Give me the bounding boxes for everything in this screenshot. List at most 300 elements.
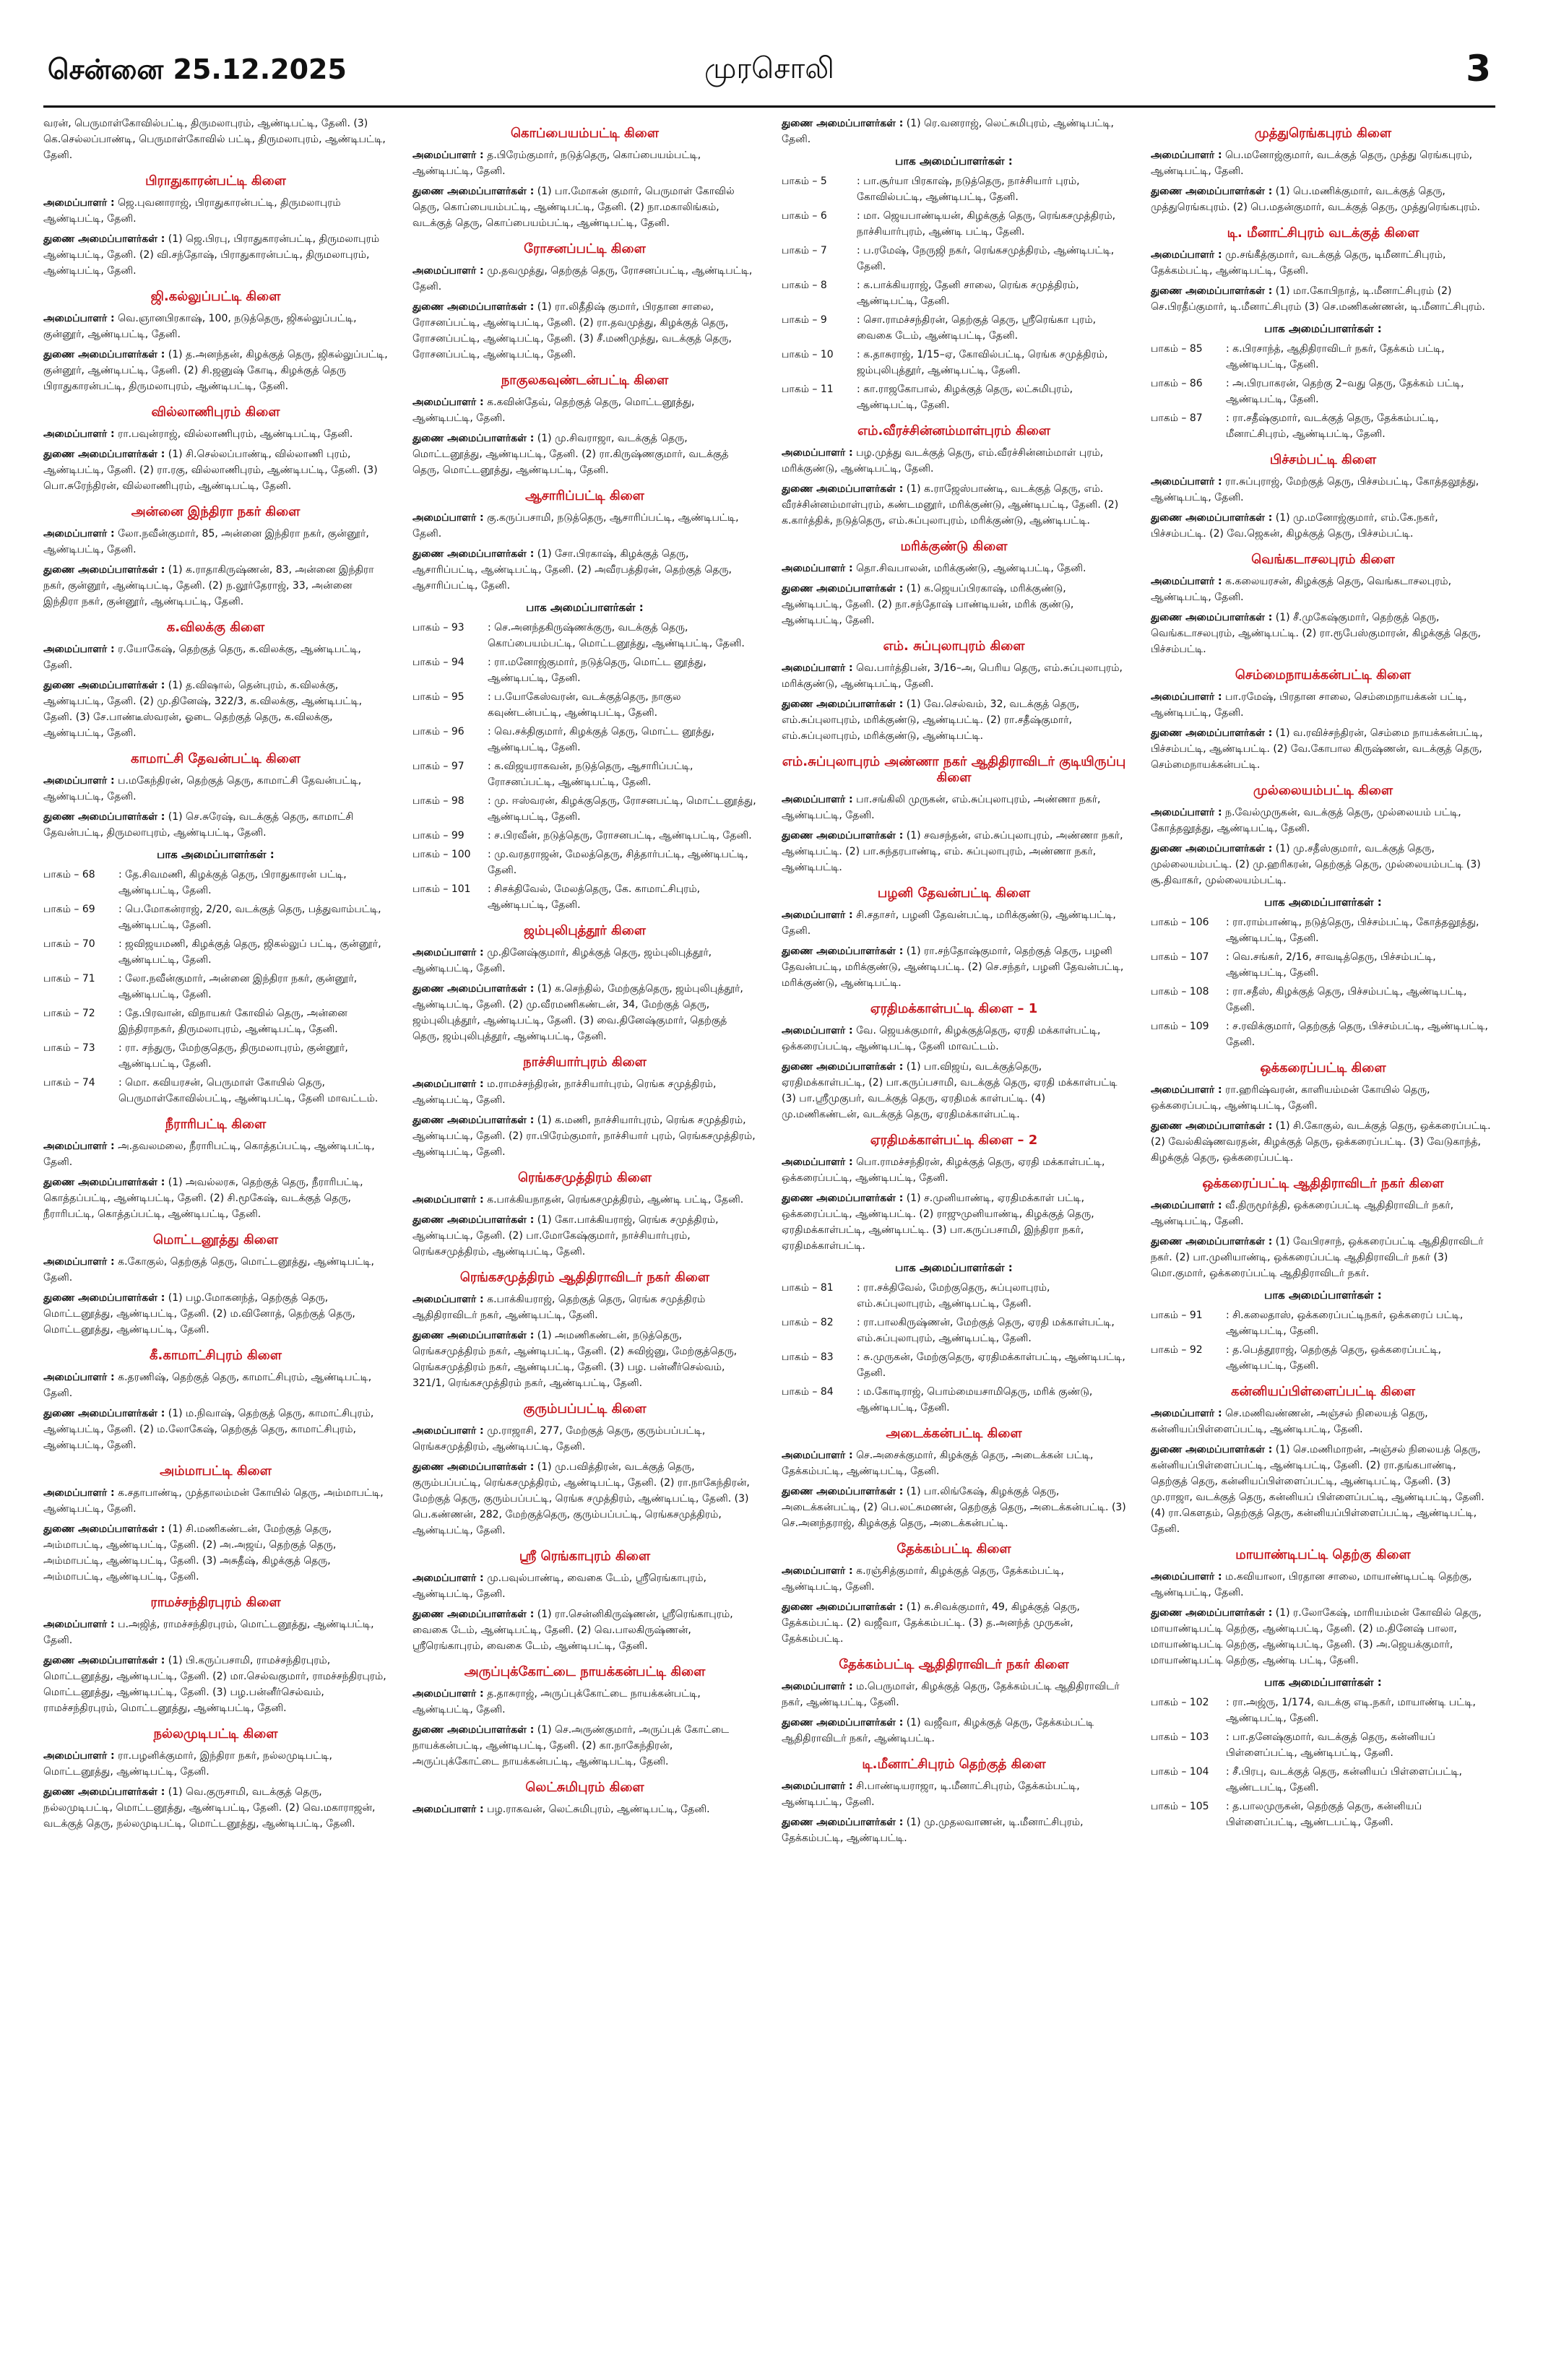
organizer-text: ம.ராமச்சந்திரன், நாச்சியார்புரம், ரெங்க சமுத்திரம், ஆண்டிபட்டி, தேனி.	[412, 1078, 717, 1106]
booth-detail: : கா.ராஜகோபால், கிழக்குத் தெரு, லட்சுமிபுரம், ஆண்டிபட்டி, தேனி.	[857, 384, 1073, 411]
deputy-label: துணை அமைப்பாளர்கள் :	[782, 1061, 904, 1073]
branch-section	[782, 886, 1126, 991]
organizer-entry	[782, 445, 1126, 477]
branch-heading: க.விலக்கு கிளை	[166, 620, 265, 635]
booth-row	[782, 173, 1126, 205]
branch-section	[43, 504, 388, 610]
deputy-entry	[412, 1212, 757, 1260]
branch-section	[782, 1657, 1126, 1747]
organizer-entry	[1151, 1082, 1495, 1114]
booth-number: பாகம் – 97	[412, 761, 464, 772]
branch-heading: ராமச்சந்திரபுரம் கிளை	[150, 1595, 281, 1610]
organizer-entry	[782, 1154, 1126, 1186]
deputy-label: துணை அமைப்பாளர்கள் :	[43, 1292, 165, 1304]
booth-row	[1151, 341, 1495, 373]
branch-heading: காமாட்சி தேவன்பட்டி கிளை	[130, 751, 301, 766]
deputy-label: துணை அமைப்பாளர்கள் :	[43, 811, 165, 823]
column-4	[1151, 116, 1495, 2369]
deputy-text: (1) த.விஷால், தென்புரம், க.விலக்கு, ஆண்டிபட்டி, தேனி. (2) மு.தினேஷ், 322/3, க.விலக்கு, ஆண்டிபட்டி, தேனி. (3) சே.பாண்டீஸ்வரன், ஓடை தெற்குத் தெரு, க.விலக்கு, ஆண்டிபட்டி, தேனி.	[43, 680, 363, 739]
branch-heading: ரெங்கசமுத்திரம் கிளை	[517, 1170, 652, 1185]
organizer-label: அமைப்பாளர் :	[782, 662, 853, 674]
deputy-label: துணை அமைப்பாளர்கள் :	[43, 1177, 165, 1188]
deputy-entry	[782, 481, 1126, 529]
deputy-text: (1) மு.சிவராஜா, வடக்குத் தெரு, மொட்டனூத்து, ஆண்டிபட்டி, தேனி. (2) ரா.கிருஷ்ணகுமார், வடக்குத் தெரு, மொட்டனூத்து, ஆண்டிபட்டி, தேனி.	[412, 433, 729, 476]
booth-heading: பாக அமைப்பாளர்கள் :	[1264, 322, 1382, 335]
booth-row	[782, 347, 1126, 378]
branch-heading: டி. மீனாட்சிபுரம் வடக்குத் கிளை	[1227, 225, 1419, 241]
organizer-entry	[412, 1076, 757, 1108]
deputy-text: (1) ர.லோகேஷ், மாரியம்மன் கோவில் தெரு, மாயாண்டிபட்டி தெற்கு, ஆண்டிபட்டி, தேனி. (2) ம.தினேஷ் பாலா, மாயாண்டிபட்டி தெற்கு, ஆண்டிபட்டி, தேனி. (3) அ.ஜெயக்குமார், மாயாண்டிபட்டி தெற்கு, ஆண்டி பட்டி, தேனி.	[1151, 1607, 1482, 1666]
organizer-label: அமைப்பாளர் :	[1151, 1408, 1222, 1419]
branch-section	[782, 639, 1126, 744]
organizer-text: பழ.முத்து வடக்குத் தெரு, எம்.வீரச்சின்னம்மாள் புரம், மரிக்குண்டு, ஆண்டிபட்டி, தேனி.	[782, 447, 1104, 475]
booth-heading: பாக அமைப்பாளர்கள் :	[157, 848, 275, 861]
deputy-text: (1) செ.மணிமாறன், அஞ்சல் நிலையத் தெரு, கன்னியப்பிள்ளைப்பட்டி, ஆண்டிபட்டி, தேனி. (2) ரா.தங்கபாண்டி, தெற்குத் தெரு, கன்னியப்பிள்ளைப்பட்டி, ஆண்டிபட்டி, தேனி. (3) மு.ராஜா, வடக்குத் தெரு, கன்னியப் பிள்ளைப்பட்டி, ஆண்டிபட்டி, தேனி. (4) ரா.கௌதம், தெற்குத் தெரு, கன்னியப்பிள்ளைப்பட்டி, ஆண்டிபட்டி, தேனி.	[1151, 1444, 1484, 1535]
branch-heading: வில்லாணிபுரம் கிளை	[151, 404, 280, 420]
branch-heading: வெங்கடாசலபுரம் கிளை	[1251, 552, 1395, 567]
organizer-entry	[43, 1138, 388, 1170]
branch-heading: தேக்கம்பட்டி கிளை	[896, 1541, 1011, 1557]
booth-detail: : த.பெத்தூராஜ், தெற்குத் தெரு, ஒக்கரைப்பட்டி, ஆண்டிபட்டி, தேனி.	[1226, 1344, 1442, 1372]
organizer-entry	[1151, 247, 1495, 279]
branch-heading: ஆசாரிப்பட்டி கிளை	[525, 488, 644, 503]
edition-date: சென்னை 25.12.2025	[48, 53, 347, 85]
deputy-text: (1) மு.மனோஜ்குமார், எம்.கே.நகர், பிச்சம்பட்டி. (2) வே.ஜெகன், கிழக்குத் தெரு, பிச்சம்பட்டி.	[1151, 512, 1438, 540]
booth-number: பாகம் – 73	[43, 1042, 95, 1054]
booth-row	[1151, 949, 1495, 981]
branch-heading: நாகுலகவுண்டன்பட்டி கிளை	[501, 373, 669, 388]
deputy-entry	[43, 231, 388, 279]
deputy-entry	[1151, 1118, 1495, 1166]
organizer-text: க.கலையரசன், கிழக்குத் தெரு, வெங்கடாசலபுரம், ஆண்டிபட்டி, தேனி.	[1151, 576, 1452, 603]
branch-section	[1151, 1176, 1495, 1374]
deputy-text: (1) க.ராதாகிருஷ்ணன், 83, அன்னை இந்திரா நகர், குன்னூர், ஆண்டிபட்டி, தேனி. (2) ந.லூர்தேராஜ், 33, அன்னை இந்திரா நகர், குன்னூர், ஆண்டிபட்டி, தேனி.	[43, 564, 374, 607]
branch-section	[43, 1348, 388, 1453]
deputy-label: துணை அமைப்பாளர்கள் :	[43, 1523, 165, 1535]
booth-row	[412, 881, 757, 913]
deputy-text: (1) வ.ரவிச்சந்திரன், செம்மை நாயக்கன்பட்டி, பிச்சம்பட்டி, ஆண்டிபட்டி. (2) வே.கோபால கிருஷ்ணன், வடக்குத் தெரு, செம்மைநாயக்கன்பட்டி.	[1151, 727, 1483, 771]
organizer-text: ம.பெருமாள், கிழக்குத் தெரு, தேக்கம்பட்டி ஆதிதிராவிடர் நகர், ஆண்டிபட்டி, தேனி.	[782, 1681, 1120, 1708]
page-header	[43, 0, 1495, 108]
organizer-entry	[782, 660, 1126, 692]
organizer-entry	[412, 1801, 757, 1817]
deputy-text: (1) பா.மோகன் குமார், பெருமாள் கோவில் தெரு, கொப்பையம்பட்டி, ஆண்டிபட்டி, தேனி. (2) நா.மகாலிங்கம், வடக்குத் தெரு, கொப்பையம்பட்டி, ஆண்டிபட்டி, தேனி.	[412, 186, 735, 229]
branch-heading: அம்மாபட்டி கிளை	[160, 1463, 272, 1479]
branch-section	[782, 116, 1126, 413]
deputy-text: (1) சி.கோகுல், வடக்குத் தெரு, ஒக்கரைப்பட்டி. (2) வேல்கிஷ்ணவரதன், கிழக்குத் தெரு, ஒக்கரைப்பட்டி. (3) வேடுகாந்த், கிழக்குத் தெரு, ஒக்கரைப்பட்டி.	[1151, 1120, 1491, 1164]
deputy-entry	[43, 562, 388, 610]
organizer-entry	[43, 1485, 388, 1517]
organizer-label: அமைப்பாளர் :	[782, 1450, 853, 1461]
branch-section	[43, 1726, 388, 1832]
organizer-label: அமைப்பாளர் :	[412, 150, 484, 161]
organizer-label: அமைப்பாளர் :	[1151, 150, 1222, 161]
booth-number: பாகம் – 108	[1151, 986, 1209, 998]
booth-row	[1151, 410, 1495, 442]
booth-detail: : க.பாக்கியராஜ், தேனி சாலை, ரெங்க சமுத்திரம், ஆண்டிபட்டி, தேனி.	[857, 280, 1079, 307]
organizer-text: ந.வேல்முருகன், வடக்குத் தெரு, முல்லையம் பட்டி, கோத்தலூத்து, ஆண்டிபட்டி, தேனி.	[1151, 807, 1461, 834]
branch-heading: ஏரதிமக்காள்பட்டி கிளை – 1	[870, 1001, 1038, 1016]
branch-section	[1151, 1060, 1495, 1166]
deputy-text: (1) சவசந்தன், எம்.சுப்புலாபுரம், அண்ணா நகர், ஆண்டிபட்டி. (2) பா.சுந்தரபாண்டி, எம். சுப்புலாபுரம், அண்ணா நகர், ஆண்டிபட்டி.	[782, 830, 1123, 873]
organizer-entry	[1151, 1198, 1495, 1229]
organizer-text: அ.தவலமலை, நீராரிபட்டி, கொத்தப்பட்டி, ஆண்டிபட்டி, தேனி.	[43, 1141, 375, 1168]
deputy-text: (1) ச.முனியாண்டி, ஏரதிமக்காள் பட்டி, ஒக்கரைப்பட்டி, ஆண்டிபட்டி. (2) ராஜுமுனியாண்டி, கிழக்குத் தெரு, ஏரதிமக்காள்பட்டி, ஆண்டிபட்டி. (3) பா.கருப்பசாமி, இந்திரா நகர், ஏரதிமக்காள்பட்டி.	[782, 1193, 1094, 1252]
booth-row	[782, 243, 1126, 274]
deputy-label: துணை அமைப்பாளர்கள் :	[1151, 1236, 1273, 1247]
booth-row	[43, 971, 388, 1003]
branch-section	[782, 1757, 1126, 1846]
booth-number: பாகம் – 100	[412, 849, 471, 860]
branch-heading: செம்மைநாயக்கன்பட்டி கிளை	[1235, 667, 1412, 683]
branch-heading: நல்லமுடிபட்டி கிளை	[153, 1726, 278, 1741]
booth-detail: : சொ.ராமச்சந்திரன், தெற்குத் தெரு, ஸ்ரீரெங்கா புரம், வைகை டேம், ஆண்டிபட்டி, தேனி.	[857, 314, 1097, 342]
booth-number: பாகம் – 5	[782, 176, 827, 187]
branch-section	[1151, 452, 1495, 542]
deputy-text: (1) செ.சுரேஷ், வடக்குத் தெரு, காமாட்சி தேவன்பட்டி, திருமலாபுரம், ஆண்டிபட்டி, தேனி.	[43, 811, 354, 839]
branch-heading: முல்லையம்பட்டி கிளை	[1253, 783, 1393, 798]
booth-number: பாகம் – 68	[43, 869, 95, 880]
deputy-entry	[43, 446, 388, 494]
organizer-text: க.ரஞ்சித்குமார், கிழக்குத் தெரு, தேக்கம்பட்டி, ஆண்டிபட்டி, தேனி.	[782, 1565, 1064, 1593]
booth-detail: : ரா.மனோஜ்குமார், நடுத்தெரு, மொட்ட னூத்து, ஆண்டிபட்டி, தேனி.	[488, 657, 706, 684]
deputy-entry	[782, 1599, 1126, 1647]
organizer-text: செ.அசைக்குமார், கிழக்குத் தெரு, அடைக்கன் பட்டி, தேக்கம்பட்டி, ஆண்டிபட்டி, தேனி.	[782, 1450, 1094, 1477]
booth-detail: : க.விஜயராகவன், நடுத்தெரு, ஆசாரிப்பட்டி, ரோசனப்பட்டி, ஆண்டிபட்டி, தேனி.	[488, 761, 693, 788]
deputy-text: (1) அவல்லரசு, தெற்குத் தெரு, நீராரிபட்டி, கொத்தப்பட்டி, ஆண்டிபட்டி, தேனி. (2) சி.மூகேஷ், வடக்குத் தெரு, நீராரிபட்டி, கொத்தப்பட்டி, ஆண்டிபட்டி, தேனி.	[43, 1177, 363, 1220]
organizer-label: அமைப்பாளர் :	[1151, 1084, 1222, 1096]
deputy-entry	[43, 1290, 388, 1338]
deputy-text: (1) ரெ.வனராஜ், லெட்சுமிபுரம், ஆண்டிபட்டி, தேனி.	[782, 118, 1114, 145]
booth-row	[412, 828, 757, 844]
deputy-text: (1) க.ராஜேஸ்பாண்டி, வடக்குத் தெரு, எம். வீரச்சின்னம்மாள்புரம், கண்டமனூர், மரிக்குண்டு, ஆண்டிபட்டி, தேனி. (2) க.கார்த்திக், நடுத்தெரு, எம்.சுப்புலாபுரம், மரிக்குண்டு, ஆண்டிபட்டி.	[782, 483, 1119, 527]
deputy-label: துணை அமைப்பாளர்கள் :	[1151, 186, 1273, 197]
organizer-entry	[43, 1254, 388, 1286]
organizer-label: அமைப்பாளர் :	[1151, 249, 1222, 261]
branch-heading: லெட்சுமிபுரம் கிளை	[525, 1780, 644, 1795]
booth-detail: : சி.கலைதாஸ், ஒக்கரைப்பட்டிநகர், ஒக்கரைப் பட்டி, ஆண்டிபட்டி, தேனி.	[1226, 1310, 1464, 1337]
organizer-label: அமைப்பாளர் :	[782, 1156, 853, 1168]
branch-heading: ஜம்புலிபுத்தூர் கிளை	[523, 923, 646, 938]
organizer-text: க.சதாபாண்டி, முத்தாலம்மன் கோயில் தெரு, அம்மாபட்டி, ஆண்டிபட்டி, தேனி.	[43, 1487, 384, 1515]
deputy-text: (1) பா.விஜய், வடக்குத்தெரு, ஏரதிமக்காள்பட்டி, (2) பா.கருப்பசாமி, வடக்குத் தெரு, ஏரதி மக்காள்பட்டி (3) பா.ஸ்ரீமுகுபர், வடக்குத் தெரு, ஏரதிமக் காள்பட்டி. (4) மு.மணிகண்டன், வடக்குத் தெரு, ஏரதிமக்காள்பட்டி.	[782, 1061, 1118, 1120]
organizer-label: அமைப்பாளர் :	[1151, 691, 1222, 703]
organizer-entry	[782, 792, 1126, 823]
branch-heading: ஒக்கரைப்பட்டி ஆதிதிராவிடர் நகர் கிளை	[1202, 1176, 1444, 1191]
deputy-entry	[412, 1328, 757, 1391]
deputy-text: (1) மு.பவித்திரன், வடக்குத் தெரு, குரும்பப்பட்டி, ரெங்கசமுத்திரம், ஆண்டிபட்டி, தேனி. (2) ரா.நாகேந்திரன், மேற்குத் தெரு, குரும்பப்பட்டி, ரெங்க சமுத்திரம், ஆண்டிபட்டி, தேனி. (3) பெ.கண்ணன், 282, மேற்குத்தெரு, குரும்பப்பட்டி, ரெங்கசமுத்திரம், ஆண்டிபட்டி, தேனி.	[412, 1461, 750, 1536]
organizer-entry	[412, 147, 757, 179]
deputy-entry	[412, 546, 757, 594]
organizer-label: அமைப்பாளர் :	[43, 1372, 115, 1383]
organizer-text: லோ.நவீன்குமார், 85, அன்னை இந்திரா நகர், குன்னூர், ஆண்டிபட்டி, தேனி.	[43, 528, 369, 555]
booth-detail: : லோ.நவீன்குமார், அன்னை இந்திரா நகர், குன்னூர், ஆண்டிபட்டி, தேனி.	[118, 973, 358, 1000]
branch-heading: நீராரிபட்டி கிளை	[165, 1117, 267, 1132]
deputy-label: துணை அமைப்பாளர்கள் :	[782, 698, 904, 710]
page-number: 3	[1466, 48, 1491, 90]
booth-row	[1151, 1018, 1495, 1050]
deputy-entry	[43, 1406, 388, 1453]
organizer-entry	[1151, 1406, 1495, 1437]
booth-detail: : ம.கோடிராஜ், பொம்மையசாமிதெரு, மரிக் குண்டு, ஆண்டிபட்டி, தேனி.	[857, 1386, 1093, 1414]
organizer-text: த.தாசுராஜ், அருப்புக்கோட்டை நாயக்கன்பட்டி, ஆண்டிபட்டி, தேனி.	[412, 1688, 701, 1715]
booth-detail: : ரா.சதீஷ்குமார், வடக்குத் தெரு, தேக்கம்பட்டி, மீனாட்சிபுரம், ஆண்டிபட்டி, தேனி.	[1226, 412, 1439, 440]
deputy-entry	[782, 828, 1126, 875]
branch-section	[1151, 1384, 1495, 1537]
booth-detail: : மு.வரதராஜன், மேலத்தெரு, சித்தார்பட்டி, ஆண்டிபட்டி, தேனி.	[488, 849, 748, 876]
deputy-entry	[782, 1190, 1126, 1254]
deputy-label: துணை அமைப்பாளர்கள் :	[412, 983, 535, 995]
organizer-text: மு.பவுல்பாண்டி, வைகை டேம், ஸ்ரீரெங்காபுரம், ஆண்டிபட்டி, தேனி.	[412, 1572, 706, 1600]
organizer-label: அமைப்பாளர் :	[43, 313, 115, 324]
deputy-label: துணை அமைப்பாளர்கள் :	[412, 548, 535, 560]
deputy-text: (1) க.ஜெயப்பிரகாஷ், மரிக்குண்டு, ஆண்டிபட்டி, தேனி. (2) நா.சந்தோஷ் பாண்டியன், மரிக் குண்டு, ஆண்டிபட்டி, தேனி.	[782, 583, 1074, 626]
deputy-label: துணை அமைப்பாளர்கள் :	[782, 483, 904, 495]
organizer-label: அமைப்பாளர் :	[43, 528, 115, 540]
booth-number: பாகம் – 99	[412, 830, 464, 841]
booth-detail: : பா.தனேஷ்குமார், வடக்குத் தெரு, கன்னியப் பிள்ளைப்பட்டி, ஆண்டிபட்டி, தேனி.	[1226, 1731, 1435, 1759]
branch-section	[1151, 667, 1495, 773]
deputy-text: (1) வெ.குருசாமி, வடக்குத் தெரு, நல்லமுடிபட்டி, மொட்டனூத்து, ஆண்டிபட்டி, தேனி. (2) வெ.மகாராஜன், வடக்குத் தெரு, நல்லமுடிபட்டி, மொட்டனூத்து, ஆண்டிபட்டி, தேனி.	[43, 1786, 376, 1830]
deputy-text: (1) வே.செல்வம், 32, வடக்குத் தெரு, எம்.சுப்புலாபுரம், மரிக்குண்டு, ஆண்டிபட்டி. (2) ரா.சதீஷ்குமார், எம்.சுப்புலாபுரம், மரிக்குண்டு, ஆண்டிபட்டி.	[782, 698, 1080, 742]
organizer-entry	[43, 1748, 388, 1780]
organizer-entry	[782, 1679, 1126, 1710]
booth-detail: : ரா.சதீஸ், கிழக்குத் தெரு, பிச்சம்பட்டி, ஆண்டிபட்டி, தேனி.	[1226, 986, 1467, 1013]
booth-detail: : ச.ரவிக்குமார், தெற்குத் தெரு, பிச்சம்பட்டி, ஆண்டிபட்டி, தேனி.	[1226, 1021, 1488, 1048]
organizer-entry	[782, 1448, 1126, 1479]
branch-section	[782, 1426, 1126, 1531]
branch-section	[412, 1270, 757, 1391]
booth-row	[782, 381, 1126, 413]
booth-number: பாகம் – 72	[43, 1008, 95, 1019]
branch-section	[782, 754, 1126, 875]
deputy-entry	[1151, 283, 1495, 315]
organizer-text: பழ.ராகவன், லெட்சுமிபுரம், ஆண்டிபட்டி, தேனி.	[487, 1804, 710, 1815]
branch-heading: பழனி தேவன்பட்டி கிளை	[877, 886, 1031, 901]
booth-row	[412, 620, 757, 652]
booth-detail: : ரா.அஜ்ரு, 1/174, வடக்கு எடி.நகர், மாயாண்டி பட்டி, ஆண்டிபட்டி, தேனி.	[1226, 1697, 1476, 1724]
header-rule	[43, 105, 1495, 108]
branch-section	[782, 539, 1126, 628]
organizer-entry	[43, 773, 388, 805]
booth-detail: : ரா. சந்துரு, மேற்குதெரு, திருமலாபுரம், குன்னூர், ஆண்டிபட்டி, தேனி.	[118, 1042, 348, 1070]
booth-row	[1151, 1695, 1495, 1726]
booth-detail: : ஜவிஜயமணி, கிழக்குத் தெரு, ஜிகல்லுப் பட்டி, குன்னூர், ஆண்டிபட்டி, தேனி.	[118, 938, 381, 966]
deputy-entry	[782, 1814, 1126, 1846]
deputy-entry	[782, 1484, 1126, 1531]
organizer-text: தொ.சிவபாலன், மரிக்குண்டு, ஆண்டிபட்டி, தேனி.	[856, 563, 1086, 574]
booth-row	[1151, 1764, 1495, 1796]
organizer-label: அமைப்பாளர் :	[412, 1804, 484, 1815]
booth-detail: : ப.ரமேஷ், நேருஜி நகர், ரெங்கசமுத்திரம், ஆண்டிபட்டி, தேனி.	[857, 245, 1115, 272]
organizer-text: பெ.மனோஜ்குமார், வடக்குத் தெரு, முத்து ரெங்கபுரம், ஆண்டிபட்டி, தேனி.	[1151, 150, 1473, 177]
booth-number: பாகம் – 98	[412, 795, 464, 807]
booth-row	[782, 208, 1126, 240]
branch-section	[1151, 225, 1495, 442]
deputy-text: (1) ரா.லிதீதிஷ் குமார், பிரதான சாலை, ரோசனப்பட்டி, ஆண்டிபட்டி, தேனி. (2) ரா.தவமுத்து, கிழக்குத் தெரு, ரோசனப்பட்டி, ஆண்டிபட்டி, தேனி. (3) சீ.மணிமுத்து, வடக்குத் தெரு, ரோசனப்பட்டி, ஆண்டிபட்டி, தேனி.	[412, 301, 732, 360]
organizer-text: மு.தினேஷ்குமார், கிழக்குத் தெரு, ஜம்புலிபுத்தூர், ஆண்டிபட்டி, தேனி.	[412, 947, 712, 974]
deputy-label: துணை அமைப்பாளர்கள் :	[782, 1486, 904, 1497]
organizer-entry	[43, 526, 388, 558]
branch-heading: எம். சுப்புலாபுரம் கிளை	[883, 639, 1025, 654]
deputy-entry	[782, 581, 1126, 628]
branch-section	[43, 173, 388, 279]
branch-section	[43, 404, 388, 494]
booth-detail: : க.பிரசாந்த், ஆதிதிராவிடர் நகர், தேக்கம் பட்டி, ஆண்டிபட்டி, தேனி.	[1226, 343, 1445, 371]
booth-detail: : சீ.பிரபு, வடக்குத் தெரு, கன்னியப் பிள்ளைப்பட்டி, ஆண்டபட்டி, தேனி.	[1226, 1766, 1463, 1793]
deputy-label: துணை அமைப்பாளர்கள் :	[782, 1817, 904, 1828]
organizer-label: அமைப்பாளர் :	[43, 1487, 115, 1499]
booth-row	[412, 654, 757, 686]
organizer-text: சி.பாண்டியராஜா, டி.மீனாட்சிபுரம், தேக்கம்பட்டி, ஆண்டிபட்டி, தேனி.	[782, 1780, 1080, 1808]
booth-number: பாகம் – 83	[782, 1351, 834, 1363]
deputy-entry	[1151, 1442, 1495, 1537]
branch-heading: அன்னை இந்திரா நகர் கிளை	[131, 504, 301, 519]
organizer-label: அமைப்பாளர் :	[412, 265, 484, 277]
booth-number: பாகம் – 94	[412, 657, 464, 668]
booth-detail: : வெ.சக்திகுமார், கிழக்குத் தெரு, மொட்ட னூத்து, ஆண்டிபட்டி, தேனி.	[488, 726, 714, 753]
deputy-text: (1) பெ.மணிக்குமார், வடக்குத் தெரு, முத்துரெங்கபுரம். (2) பெ.மதன்குமார், வடக்குத் தெரு, முத்துரெங்கபுரம்.	[1151, 186, 1480, 213]
booth-number: பாகம் – 81	[782, 1282, 834, 1294]
booth-number: பாகம் – 93	[412, 622, 464, 633]
branch-heading: ரெங்கசமுத்திரம் ஆதிதிராவிடர் நகர் கிளை	[459, 1270, 710, 1285]
organizer-entry	[1151, 147, 1495, 179]
branch-heading: அடைக்கன்பட்டி கிளை	[886, 1426, 1022, 1441]
organizer-label: அமைப்பாளர் :	[412, 1294, 484, 1305]
branch-section	[1151, 126, 1495, 215]
booth-heading: பாக அமைப்பாளர்கள் :	[1264, 1676, 1382, 1689]
deputy-label: துணை அமைப்பாளர்கள் :	[782, 945, 904, 957]
booth-number: பாகம் – 9	[782, 314, 827, 326]
booth-detail: : ப.யோகேஸ்வரன், வடக்குத்தெரு, நாகுல கவுண்டன்பட்டி, ஆண்டிபட்டி, தேனி.	[488, 691, 681, 719]
deputy-text: (1) சீ.முகேஷ்குமார், தெற்குத் தெரு, வெங்கடாசலபுரம், ஆண்டிபட்டி. (2) ரா.ரூபேஸ்குமாரன், கிழக்குத் தெரு, பிச்சம்பட்டி.	[1151, 612, 1481, 655]
deputy-label: துணை அமைப்பாளர்கள் :	[782, 1717, 904, 1728]
booth-detail: : பா.சூர்யா பிரகாஷ், நடுத்தெரு, நாச்சியார் புரம், கோவில்பட்டி, ஆண்டிபட்டி, தேனி.	[857, 176, 1080, 203]
branch-heading: எம்.சுப்புலாபுரம் அண்ணா நகர் ஆதிதிராவிடர் குடியிருப்பு கிளை	[782, 754, 1126, 785]
organizer-text: செ.மணிவண்ணன், அஞ்சல் நிலையத் தெரு, கன்னியப்பிள்ளைப்பட்டி, ஆண்டிபட்டி, தேனி.	[1151, 1408, 1428, 1435]
booth-row	[782, 1280, 1126, 1312]
booth-row	[782, 277, 1126, 309]
organizer-text: ப.அஜித், ராமச்சந்திரபுரம், மொட்டனூத்து, ஆண்டிபட்டி, தேனி.	[43, 1619, 374, 1646]
organizer-label: அமைப்பாளர் :	[782, 1025, 853, 1037]
deputy-label: துணை அமைப்பாளர்கள் :	[1151, 512, 1273, 524]
organizer-text: வெ.பார்த்திபன், 3/16–அ, பெரிய தெரு, எம்.சுப்புலாபுரம், மரிக்குண்டு, ஆண்டிபட்டி, தேனி.	[782, 662, 1123, 690]
branch-section	[412, 1780, 757, 1817]
booth-detail: : ரா.ராம்பாண்டி, நடுத்தெரு, பிச்சம்பட்டி, கோத்தலூத்து, ஆண்டிபட்டி, தேனி.	[1226, 917, 1479, 944]
deputy-entry	[1151, 510, 1495, 542]
deputy-entry	[43, 1174, 388, 1222]
organizer-entry	[412, 1686, 757, 1718]
organizer-text: ரா.ஹரிஷ்வரன், காளியம்மன் கோயில் தெரு, ஒக்கரைப்பட்டி, ஆண்டிபட்டி, தேனி.	[1151, 1084, 1430, 1112]
branch-heading: பிச்சம்பட்டி கிளை	[1269, 452, 1377, 467]
deputy-entry	[43, 809, 388, 841]
deputy-label: துணை அமைப்பாளர்கள் :	[412, 1214, 535, 1226]
booth-row	[43, 1005, 388, 1037]
organizer-label: அமைப்பாளர் :	[412, 1688, 484, 1700]
organizer-entry	[1151, 574, 1495, 605]
branch-heading: கன்னியப்பிள்ளைப்பட்டி கிளை	[1231, 1384, 1415, 1399]
booth-detail: : மா. ஜெயபாண்டியன், கிழக்குத் தெரு, ரெங்கசமுத்திரம், நாச்சியார்புரம், ஆண்டி பட்டி, தேனி.	[857, 210, 1116, 238]
booth-number: பாகம் – 84	[782, 1386, 834, 1398]
organizer-entry	[1151, 689, 1495, 721]
booth-row	[1151, 984, 1495, 1016]
booth-heading: பாக அமைப்பாளர்கள் :	[1264, 896, 1382, 909]
branch-section	[412, 373, 757, 478]
deputy-entry	[1151, 841, 1495, 888]
booth-number: பாகம் – 103	[1151, 1731, 1209, 1743]
booth-row	[782, 1384, 1126, 1416]
deputy-text: (1) சோ.பிரகாஷ், கிழக்குத் தெரு, ஆசாரிப்பட்டி, ஆண்டிபட்டி, தேனி. (2) அவீரபத்திரன், தெற்குத் தெரு, ஆசாரிப்பட்டி, தேனி.	[412, 548, 732, 592]
booth-row	[1151, 376, 1495, 407]
booth-detail: : அ.பிரபாகரன், தெற்கு 2–வது தெரு, தேக்கம் பட்டி, ஆண்டிபட்டி, தேனி.	[1226, 378, 1464, 405]
organizer-label: அமைப்பாளர் :	[43, 1750, 115, 1762]
branch-heading: ஒக்கரைப்பட்டி கிளை	[1260, 1060, 1386, 1076]
branch-heading: தேக்கம்பட்டி ஆதிதிராவிடர் நகர் கிளை	[839, 1657, 1069, 1672]
booth-detail: : மொ. கவியரசன், பெருமாள் கோயில் தெரு, பெருமாள்கோவில்பட்டி, ஆண்டிபட்டி, தேனி மாவட்டம்.	[118, 1077, 379, 1104]
booth-row	[1151, 914, 1495, 946]
deputy-label: துணை அமைப்பாளர்கள் :	[1151, 285, 1273, 297]
organizer-label: அமைப்பாளர் :	[43, 644, 115, 655]
deputy-label: துணை அமைப்பாளர்கள் :	[43, 349, 165, 360]
deputy-label: துணை அமைப்பாளர்கள் :	[412, 186, 535, 197]
organizer-entry	[412, 394, 757, 426]
organizer-entry	[412, 945, 757, 977]
branch-section	[412, 126, 757, 231]
column-1	[43, 116, 388, 2369]
organizer-label: அமைப்பாளர் :	[1151, 1200, 1222, 1211]
booth-number: பாகம் – 107	[1151, 951, 1209, 963]
booth-row	[412, 847, 757, 878]
deputy-text: (1) வேபிரசாந், ஒக்கரைப்பட்டி ஆதிதிராவிடர் நகர். (2) பா.முனியாண்டி, ஒக்கரைப்பட்டி ஆதிதிராவிடர் நகர் (3) மொ.குமார், ஒக்கரைப்பட்டி ஆதிதிராவிடர் நகர்.	[1151, 1236, 1484, 1279]
booth-number: பாகம் – 85	[1151, 343, 1203, 355]
booth-detail: : தே.பிரவான், விநாயகர் கோவில் தெரு, அன்னை இந்திராநகர், திருமலாபுரம், ஆண்டிபட்டி, தேனி.	[118, 1008, 347, 1035]
deputy-entry	[412, 430, 757, 478]
booth-heading: பாக அமைப்பாளர்கள் :	[526, 601, 644, 614]
deputy-text: (1) சு.சிவக்குமார், 49, கிழக்குத் தெரு, தேக்கம்பட்டி. (2) வஜீவா, தேக்கம்பட்டி. (3) த.அனந்த் முருகன், தேக்கம்பட்டி.	[782, 1601, 1080, 1645]
organizer-label: அமைப்பாளர் :	[43, 775, 115, 787]
deputy-entry	[43, 678, 388, 741]
booth-row	[1151, 1342, 1495, 1374]
branch-section	[43, 620, 388, 741]
deputy-label: துணை அமைப்பாளர்கள் :	[43, 233, 165, 245]
branch-heading: ரோசனப்பட்டி கிளை	[524, 241, 646, 256]
organizer-text: ரா.பழனிக்குமார், இந்திரா நகர், நல்லமுடிபட்டி, மொட்டனூத்து, ஆண்டிபட்டி, தேனி.	[43, 1750, 332, 1778]
organizer-label: அமைப்பாளர் :	[412, 947, 484, 959]
booth-detail: : தே.சிவமணி, கிழக்குத் தெரு, பிராதுகாரன் பட்டி, ஆண்டிபட்டி, தேனி.	[118, 869, 347, 896]
deputy-entry	[1151, 725, 1495, 773]
deputy-label: துணை அமைப்பாளர்கள் :	[782, 118, 904, 129]
deputy-label: துணை அமைப்பாளர்கள் :	[43, 449, 165, 460]
booth-number: பாகம் – 71	[43, 973, 95, 985]
booth-row	[782, 1315, 1126, 1346]
deputy-label: துணை அமைப்பாளர்கள் :	[782, 1601, 904, 1613]
deputy-entry	[412, 183, 757, 231]
organizer-entry	[43, 641, 388, 673]
organizer-text: வெ.ஞானபிரகாஷ், 100, நடுத்தெரு, ஜிகல்லுப்பட்டி, குன்னூர், ஆண்டிபட்டி, தேனி.	[43, 313, 357, 340]
branch-section	[782, 1133, 1126, 1416]
branch-heading: ஜி.கல்லுப்பட்டி கிளை	[150, 289, 281, 304]
organizer-text: ரா.பவுன்ராஜ், வில்லாணிபுரம், ஆண்டிபட்டி, தேனி.	[118, 428, 353, 440]
organizer-text: வீ.திருமூர்த்தி, ஒக்கரைப்பட்டி ஆதிதிராவிடர் நகர், ஆண்டிபட்டி, தேனி.	[1151, 1200, 1454, 1227]
booth-number: பாகம் – 91	[1151, 1310, 1203, 1321]
booth-row	[43, 867, 388, 899]
organizer-label: அமைப்பாளர் :	[1151, 576, 1222, 587]
branch-heading: முத்துரெங்கபுரம் கிளை	[1254, 126, 1392, 141]
branch-section	[1151, 1547, 1495, 1830]
branch-section	[412, 923, 757, 1044]
booth-row	[43, 936, 388, 968]
deputy-text: (1) சி.செல்லப்பாண்டி, வில்லாணி புரம், ஆண்டிபட்டி, தேனி. (2) ரா.ரகு, வில்லாணிபுரம், ஆண்டிபட்டி, தேனி. (3) பொ.சுரேந்திரன், வில்லாணிபுரம், ஆண்டிபட்டி, தேனி.	[43, 449, 378, 492]
